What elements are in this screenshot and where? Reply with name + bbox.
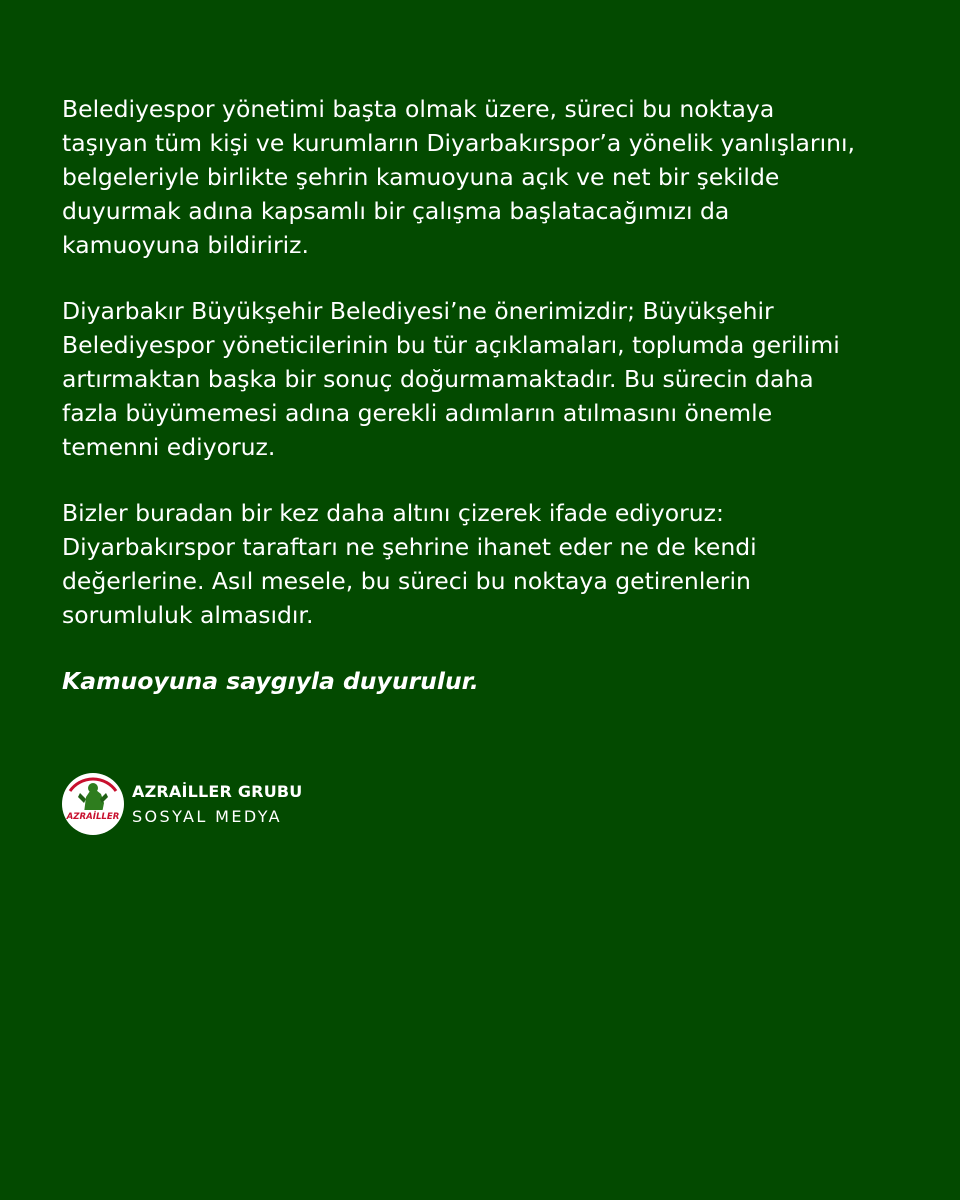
text-line: sorumluluk almasıdır. (62, 601, 314, 629)
svg-text:AZRAİLLER: AZRAİLLER (66, 812, 120, 822)
text-line: Belediyespor yöneticilerinin bu tür açıklamaları, toplumda gerilimi (62, 331, 840, 359)
paragraph-1 (62, 92, 892, 262)
text-line: temenni ediyoruz. (62, 433, 276, 461)
text-line: Bizler buradan bir kez daha altını çizerek ifade ediyoruz: (62, 499, 724, 527)
text-line: belgeleriyle birlikte şehrin kamuoyuna açık ve net bir şekilde (62, 163, 780, 191)
text-line: değerlerine. Asıl mesele, bu süreci bu noktaya getirenlerin (62, 567, 751, 595)
paragraph-3 (62, 496, 892, 632)
closing-statement: Kamuoyuna saygıyla duyurulur. (62, 667, 479, 695)
text-line: taşıyan tüm kişi ve kurumların Diyarbakırspor’a yönelik yanlışlarını, (62, 129, 855, 157)
text-line: artırmaktan başka bir sonuç doğurmamaktadır. Bu sürecin daha (62, 365, 814, 393)
text-line: Belediyespor yönetimi başta olmak üzere, süreci bu noktaya (62, 95, 775, 123)
azrailler-logo-icon (62, 773, 124, 835)
statement-body (62, 92, 892, 698)
paragraph-2 (62, 294, 892, 464)
text-line: duyurmak adına kapsamlı bir çalışma başlatacağımızı da (62, 197, 730, 225)
text-line: kamuoyuna bildiririz. (62, 231, 309, 259)
organization-subtitle: SOSYAL MEDYA (132, 806, 283, 826)
text-line: fazla büyümemesi adına gerekli adımların atılmasını önemle (62, 399, 773, 427)
text-line: Diyarbakır Büyükşehir Belediyesi’ne önerimizdir; Büyükşehir (62, 297, 774, 325)
signature-text (132, 781, 302, 828)
signature-block (62, 773, 302, 835)
organization-name: AZRAİLLER GRUBU (132, 781, 303, 801)
text-line: Diyarbakırspor taraftarı ne şehrine ihanet eder ne de kendi (62, 533, 757, 561)
